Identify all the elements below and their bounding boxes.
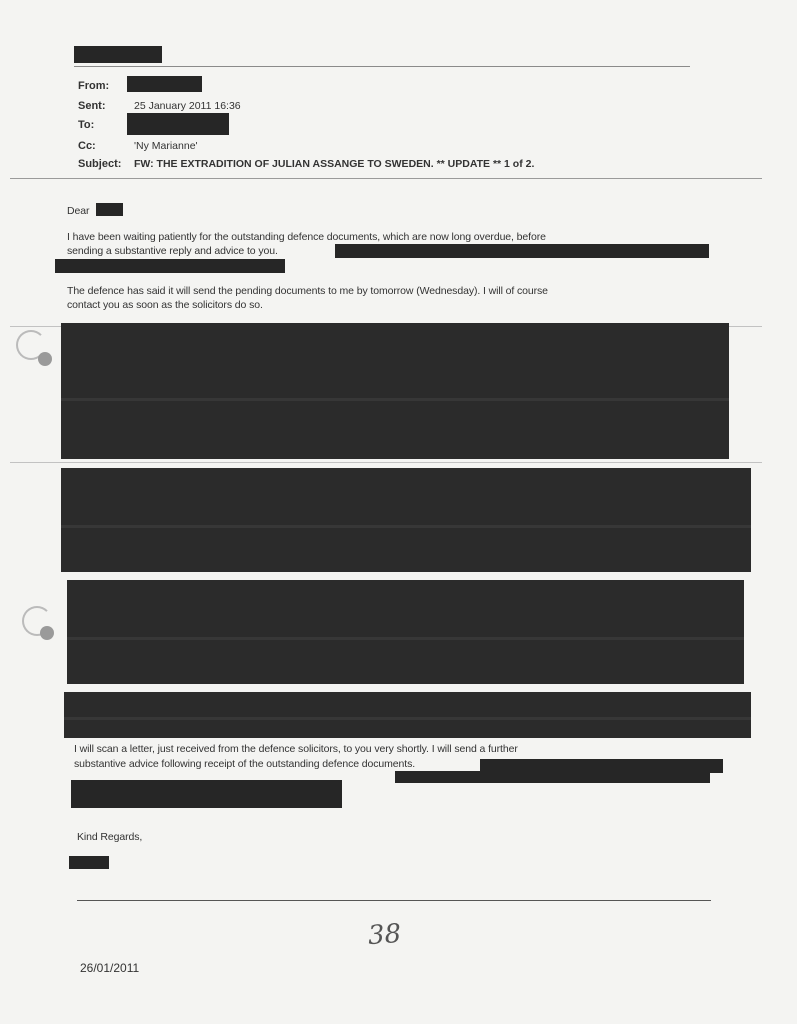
closing: Kind Regards,: [77, 831, 143, 843]
to-label: To:: [78, 119, 95, 131]
para2-line2: contact you as soon as the solicitors do so.: [67, 299, 263, 311]
para3-line1: I will scan a letter, just received from the defence solicitors, to you very shortly. I will send a further: [74, 743, 518, 755]
header-bottom-rule: [10, 178, 762, 179]
sent-value: 25 January 2011 16:36: [134, 100, 241, 112]
sent-label: Sent:: [78, 100, 106, 112]
redacted-from: [127, 76, 202, 92]
subject-value: FW: THE EXTRADITION OF JULIAN ASSANGE TO SWEDEN. ** UPDATE ** 1 of 2.: [134, 158, 535, 170]
redacted-block-4: [64, 692, 751, 738]
header-top-rule: [74, 66, 690, 67]
scan-rule-2: [10, 462, 762, 463]
para1-line1: I have been waiting patiently for the outstanding defence documents, which are now long overdue, before: [67, 231, 546, 243]
footer-rule: [77, 900, 711, 901]
subject-label: Subject:: [78, 158, 122, 170]
redacted-to: [127, 113, 229, 135]
redacted-block-3: [67, 580, 744, 684]
redacted-block-1: [61, 323, 729, 459]
redacted-para3-c: [71, 780, 342, 808]
redacted-para3-b: [395, 771, 710, 783]
punch-hole-dot-top: [38, 352, 52, 366]
handwritten-page-number: 38: [366, 918, 403, 952]
para1-line2: sending a substantive reply and advice to you.: [67, 245, 278, 257]
greeting: Dear: [67, 205, 90, 217]
redacted-sender-top: [74, 46, 162, 63]
para2-line1: The defence has said it will send the pending documents to me by tomorrow (Wednesday). I will of course: [67, 285, 548, 297]
redacted-signature: [69, 856, 109, 869]
from-label: From:: [78, 80, 110, 92]
punch-hole-dot-bottom: [40, 626, 54, 640]
print-date: 26/01/2011: [80, 961, 140, 975]
redacted-para1-b: [55, 259, 285, 273]
cc-value: 'Ny Marianne': [134, 140, 198, 152]
redacted-para1-a: [335, 244, 709, 258]
cc-label: Cc:: [78, 140, 96, 152]
para3-line2: substantive advice following receipt of the outstanding defence documents.: [74, 758, 416, 770]
redacted-block-2: [61, 468, 751, 572]
redacted-recipient-name: [96, 203, 123, 216]
